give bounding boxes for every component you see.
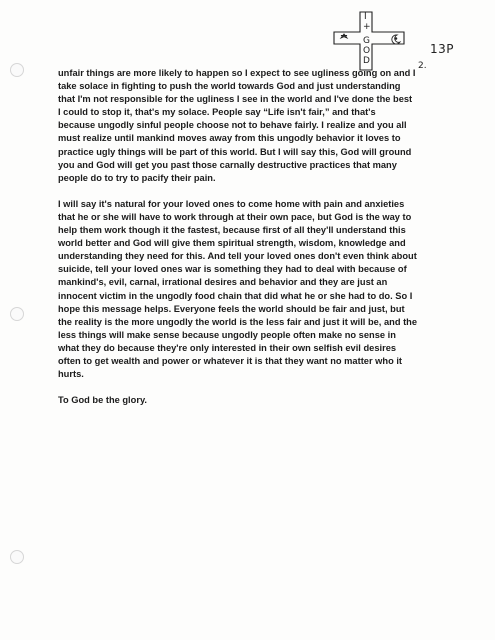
punch-hole-bottom [10, 550, 24, 564]
text-line: suicide, tell your loved ones war is something they had to deal with because of [58, 264, 407, 275]
text-line: that I'm not responsible for the ugliness I see in the world and I've done the best [58, 94, 413, 105]
text-line: hurts. [58, 369, 84, 380]
text-line: practice ugly things will be part of this world. But I will say this, God will ground [58, 146, 412, 157]
page-number: 2. [418, 61, 427, 71]
text-line: unfair things are more likely to happen so I expect to see ugliness going on and I [58, 68, 416, 78]
text-line: the reality is the more ungodly the world is the less fair and just it will be, and the [58, 316, 418, 327]
handwritten-page-code: 13P [430, 42, 455, 56]
text-line: because ungodly sinful people choose not to behave fairly. I realize and you all [58, 120, 407, 131]
text-line: world better and God will give them spiritual strength, wisdom, knowledge and [58, 238, 406, 249]
cross-letter-3: G [363, 36, 370, 46]
hand-drawn-cross-logo [332, 10, 412, 72]
cross-letter-1: I [364, 12, 367, 22]
text-line: I will say it's natural for your loved ones to come home with pain and anxieties [58, 198, 405, 209]
text-line: To God be the glory. [58, 395, 148, 406]
punch-hole-middle [10, 307, 24, 321]
closing-line [58, 394, 438, 407]
text-line: often to get wealth and power or whatever it is that they want no matter who it [58, 355, 403, 366]
text-line: I could to stop it, that's my solace. People say “Life isn't fair,” and that's [58, 107, 376, 118]
cross-letter-5: D [363, 56, 370, 66]
paragraph-2 [58, 198, 438, 381]
text-line: less things will make sense because ungodly people often make no sense in [58, 329, 396, 340]
cross-letter-4: O [363, 46, 371, 56]
text-line: that he or she will have to work through at their own pace, but God is the way to [58, 211, 412, 222]
text-line: must realize until mankind moves away from this ungodly behavior it loves to [58, 133, 401, 144]
paragraph-1 [58, 67, 438, 185]
text-line: people do to try to pacify their pain. [58, 172, 216, 183]
text-line: help them work though it the fastest, because first of all they'll understand this [58, 225, 406, 236]
text-line: you and God will get you past those carnally destructive practices that many [58, 159, 397, 170]
cross-letter-2: + [363, 22, 371, 32]
text-line: innocent victim in the ungodly food chain that did what he or she had to do. So I [58, 290, 413, 301]
text-line: understanding they need for this. And tell your loved ones don't even think about [58, 251, 417, 262]
letter-body [58, 67, 438, 407]
text-line: hope this message helps. Everyone feels the world should be fair and just, but [58, 303, 405, 314]
text-line: take solace in fighting to push the world towards God and just understanding [58, 81, 401, 92]
punch-hole-top [10, 63, 24, 77]
text-line: what they do because they're only interested in their own selfish evil desires [58, 342, 397, 353]
text-line: mankind's, evil, carnal, irrational desires and behavior and they are just an [58, 277, 388, 288]
star-of-david-icon [341, 34, 347, 38]
